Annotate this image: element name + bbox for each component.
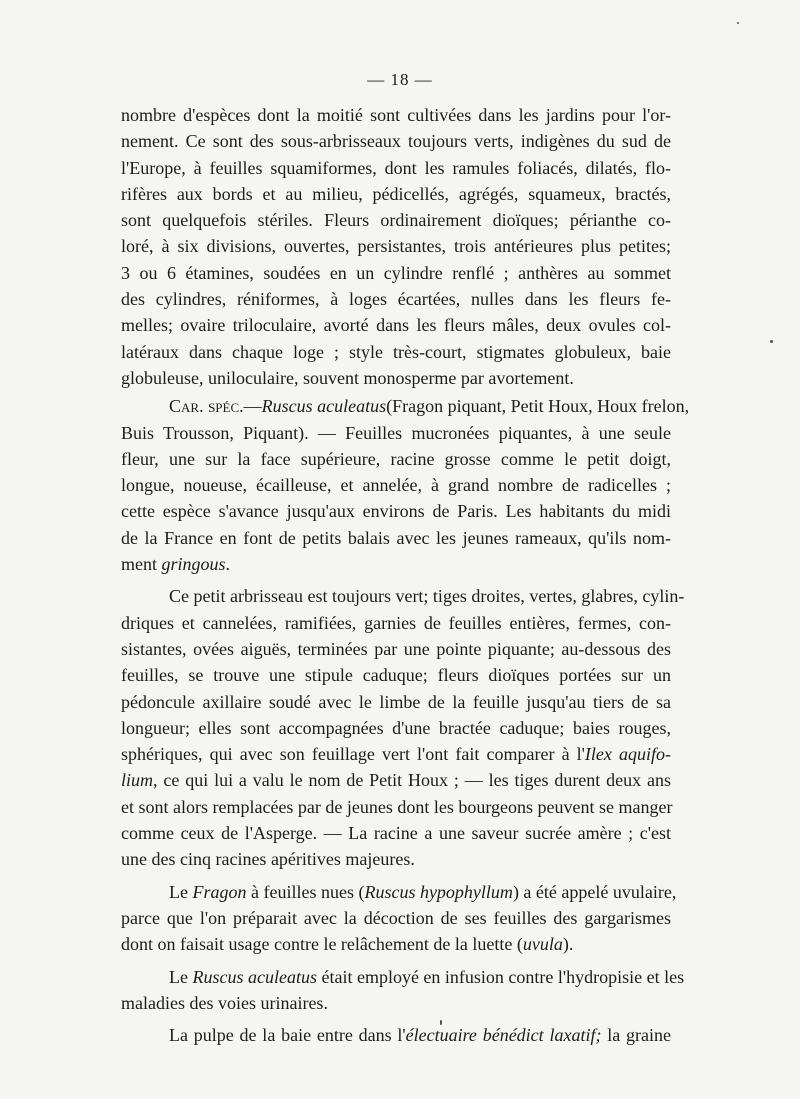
text-line: sont quelquefois stériles. Fleurs ordinairement dioïques; périanthe co- xyxy=(121,210,671,231)
text-line: une des cinq racines apéritives majeures. xyxy=(121,849,415,870)
car-spec-label: Car. spéc. xyxy=(169,396,244,417)
paragraph-plant-description xyxy=(121,583,685,872)
text-line: ment gringous. xyxy=(121,554,231,575)
text-line: nombre d'espèces dont la moitié sont cultivées dans les jardins pour l'or- xyxy=(121,105,671,125)
paragraph-species-characters xyxy=(121,393,690,577)
page-number: — 18 — xyxy=(367,70,433,89)
text-line: et sont alors remplacées par de jeunes dont les bourgeons peuvent se manger xyxy=(121,796,673,817)
text-line: des cylindres, réniformes, à loges écartées, nulles dans les fleurs fe- xyxy=(121,289,671,310)
text-line: La pulpe de la baie entre dans l'électuaire bénédict laxatif; la graine xyxy=(169,1025,671,1046)
text-line: Le Fragon à feuilles nues (Ruscus hypophyllum) a été appelé uvulaire, xyxy=(169,881,677,902)
paragraph-medicinal-use xyxy=(121,964,685,1017)
species-name: Ruscus aculeatus xyxy=(192,966,317,987)
body-text xyxy=(121,102,690,1050)
text-line: l'Europe, à feuilles squamiformes, dont les ramules foliacés, dilatés, flo- xyxy=(121,157,671,178)
species-name: lium xyxy=(121,770,154,791)
text-line: rifères aux bords et au milieu, pédicellés, agrégés, squameux, bractés, xyxy=(121,183,671,204)
text-line: de la France en font de petits balais avec les jeunes rameaux, qu'ils nom- xyxy=(121,527,671,548)
text-line: Ce petit arbrisseau est toujours vert; tiges droites, vertes, glabres, cylin- xyxy=(169,586,685,607)
text-line: 3 ou 6 étamines, soudées en un cylindre renflé ; anthères au sommet xyxy=(121,262,671,283)
text-line: loré, à six divisions, ouvertes, persistantes, trois antérieures plus petites; xyxy=(121,236,671,257)
text-line: Buis Trousson, Piquant). — Feuilles mucronées piquantes, à une seule xyxy=(121,422,671,443)
text-line: Le Ruscus aculeatus était employé en infusion contre l'hydropisie et les xyxy=(169,966,685,987)
paper-speck xyxy=(770,340,773,343)
text-line: Car. spéc.—Ruscus aculeatus(Fragon piquant, Petit Houx, Houx frelon, xyxy=(169,396,690,417)
text-line: nement. Ce sont des sous-arbrisseaux toujours verts, indigènes du sud de xyxy=(121,131,671,152)
genus-name: Fragon xyxy=(192,881,247,902)
text-line: fleur, une sur la face supérieure, racine grosse comme le petit doigt, xyxy=(121,448,671,469)
species-name: Ruscus hypophyllum xyxy=(364,881,513,902)
latin-term: uvula xyxy=(522,934,563,955)
paragraph-fragon-hypophyllum xyxy=(121,879,677,958)
species-name: Ilex aquifo- xyxy=(584,744,671,765)
text-line: latéraux dans chaque loge ; style très-court, stigmates globuleux, baie xyxy=(121,341,671,362)
species-name: Ruscus aculeatus xyxy=(261,396,387,417)
text-line: dont on faisait usage contre le relâchement de la luette (uvula). xyxy=(121,934,574,955)
text-line: feuilles, se trouve une stipule caduque; fleurs dioïques portées sur un xyxy=(121,665,671,686)
paper-speck xyxy=(737,22,739,24)
text-line: melles; ovaire triloculaire, avorté dans les fleurs mâles, deux ovules col- xyxy=(121,315,671,336)
text-line: globuleuse, uniloculaire, souvent monosperme par avortement. xyxy=(121,367,574,388)
text-line: longueur; elles sont accompagnées d'une bractée caduque; baies rouges, xyxy=(121,717,671,738)
text-line: lium, ce qui lui a valu le nom de Petit Houx ; — les tiges durent deux ans xyxy=(121,770,671,791)
remedy-name: électuaire bénédict laxatif; xyxy=(405,1025,602,1046)
text-line: maladies des voies urinaires. xyxy=(121,992,328,1013)
text-line: parce que l'on préparait avec la décoction de ses feuilles des gargarismes xyxy=(121,907,671,928)
text-line: comme ceux de l'Asperge. — La racine a une saveur sucrée amère ; c'est xyxy=(121,823,671,844)
text-line: cette espèce s'avance jusqu'aux environs de Paris. Les habitants du midi xyxy=(121,501,671,522)
paragraph-genus-description xyxy=(121,102,671,391)
text-line: longue, noueuse, écailleuse, et annelée, à grand nombre de radicelles ; xyxy=(121,475,671,496)
paragraph-berry-pulp xyxy=(121,1022,671,1048)
text-line: pédoncule axillaire soudé avec le limbe de la feuille jusqu'au tiers de sa xyxy=(121,691,671,712)
text-line: driques et cannelées, ramifiées, garnies de feuilles entières, fermes, con- xyxy=(121,612,671,633)
text-line: sistantes, ovées aiguës, terminées par une pointe piquante; au-dessous des xyxy=(121,638,671,659)
common-name: gringous xyxy=(161,554,226,575)
text-line: sphériques, qui avec son feuillage vert l'ont fait comparer à l'Ilex aquifo- xyxy=(121,744,671,765)
paper-speck xyxy=(440,1020,442,1025)
